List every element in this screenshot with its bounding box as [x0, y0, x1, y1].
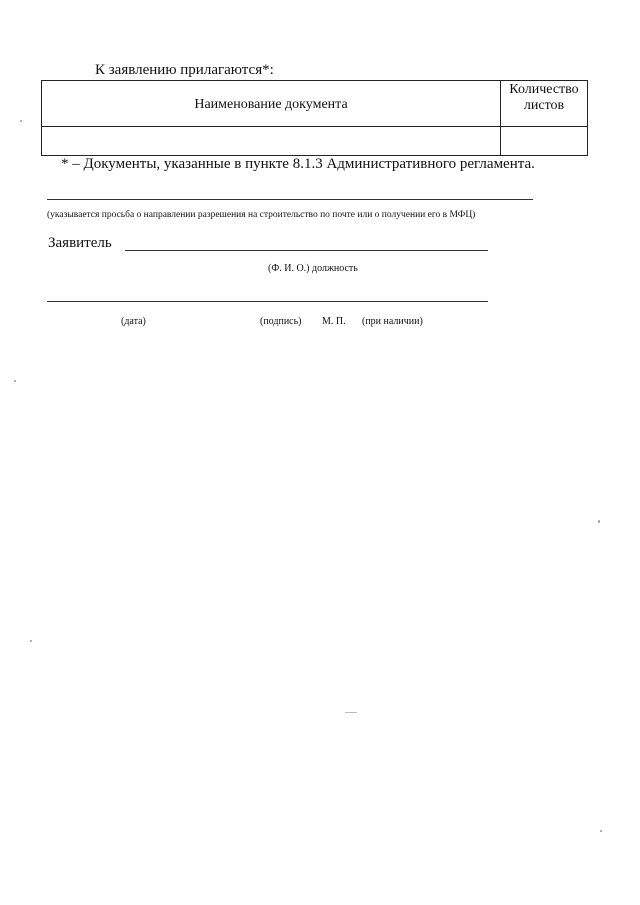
date-caption: (дата) [121, 316, 146, 327]
delivery-note-caption: (указывается просьба о направлении разрешения на строительство по почте или о получении его в МФЦ) [47, 210, 476, 220]
scan-speck [600, 830, 602, 832]
stamp-condition-caption: (при наличии) [362, 316, 423, 327]
scan-speck [20, 120, 22, 122]
table-cell-document-name[interactable] [42, 127, 501, 156]
attachments-table [41, 80, 588, 156]
applicant-name-line[interactable] [125, 250, 488, 251]
table-header-row [42, 81, 588, 127]
column-header-document-name: Наименование документа [42, 81, 501, 127]
column-header-sheet-count [501, 81, 588, 127]
attachments-footnote: * – Документы, указанные в пункте 8.1.3 Административного регламента. [61, 156, 535, 172]
column-header-count-line2: листов [523, 98, 565, 113]
delivery-request-line[interactable] [47, 199, 533, 200]
scan-speck [598, 520, 600, 523]
stamp-caption: М. П. [322, 316, 346, 327]
applicant-label: Заявитель [48, 235, 112, 251]
signature-caption: (подпись) [260, 316, 302, 327]
fio-caption: (Ф. И. О.) должность [268, 263, 358, 274]
table-row [42, 127, 588, 156]
scan-speck [14, 380, 16, 382]
date-signature-line[interactable] [47, 301, 488, 302]
table-cell-sheet-count[interactable] [501, 127, 588, 156]
column-header-count-line1: Количество [509, 82, 579, 97]
scan-speck [30, 640, 32, 642]
scan-speck [345, 712, 357, 713]
attachments-intro: К заявлению прилагаются*: [95, 62, 274, 78]
